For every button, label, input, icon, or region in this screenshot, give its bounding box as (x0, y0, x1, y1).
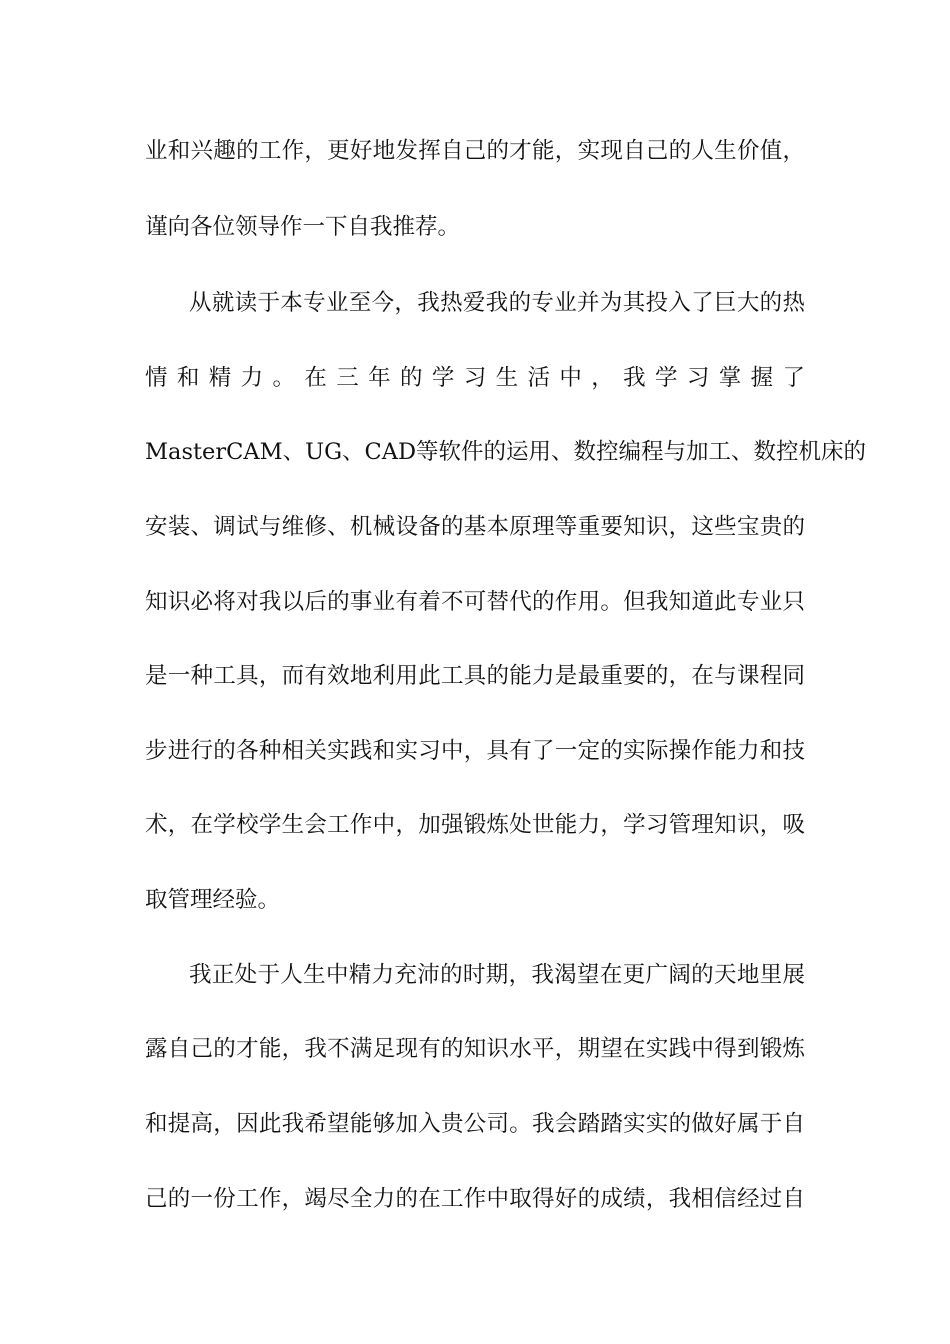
paragraph-line: 术，在学校学生会工作中，加强锻炼处世能力，学习管理知识，吸 (145, 812, 805, 838)
paragraph-line: 安装、调试与维修、机械设备的基本原理等重要知识，这些宝贵的 (145, 514, 805, 540)
paragraph-line: 情和精力。在三年的学习生活中，我学习掌握了 (145, 365, 805, 391)
paragraph-line: 从就读于本专业至今，我热爱我的专业并为其投入了巨大的热 (189, 290, 805, 316)
paragraph-line: 步进行的各种相关实践和实习中，具有了一定的实际操作能力和技 (145, 738, 805, 764)
paragraph-line: 谨向各位领导作一下自我推荐。 (145, 214, 461, 240)
paragraph-line: MasterCAM、UG、CAD等软件的运用、数控编程与加工、数控机床的 (145, 439, 867, 465)
paragraph-line: 和提高，因此我希望能够加入贵公司。我会踏踏实实的做好属于自 (145, 1111, 805, 1137)
paragraph-line: 知识必将对我以后的事业有着不可替代的作用。但我知道此专业只 (145, 589, 805, 615)
paragraph-line: 取管理经验。 (145, 887, 281, 913)
paragraph-line: 己的一份工作，竭尽全力的在工作中取得好的成绩，我相信经过自 (145, 1186, 805, 1212)
paragraph-line: 我正处于人生中精力充沛的时期，我渴望在更广阔的天地里展 (189, 962, 805, 988)
paragraph-line: 业和兴趣的工作，更好地发挥自己的才能，实现自己的人生价值， (145, 138, 805, 164)
paragraph-line: 是一种工具，而有效地利用此工具的能力是最重要的，在与课程同 (145, 663, 805, 689)
paragraph-line: 露自己的才能，我不满足现有的知识水平，期望在实践中得到锻炼 (145, 1036, 805, 1062)
